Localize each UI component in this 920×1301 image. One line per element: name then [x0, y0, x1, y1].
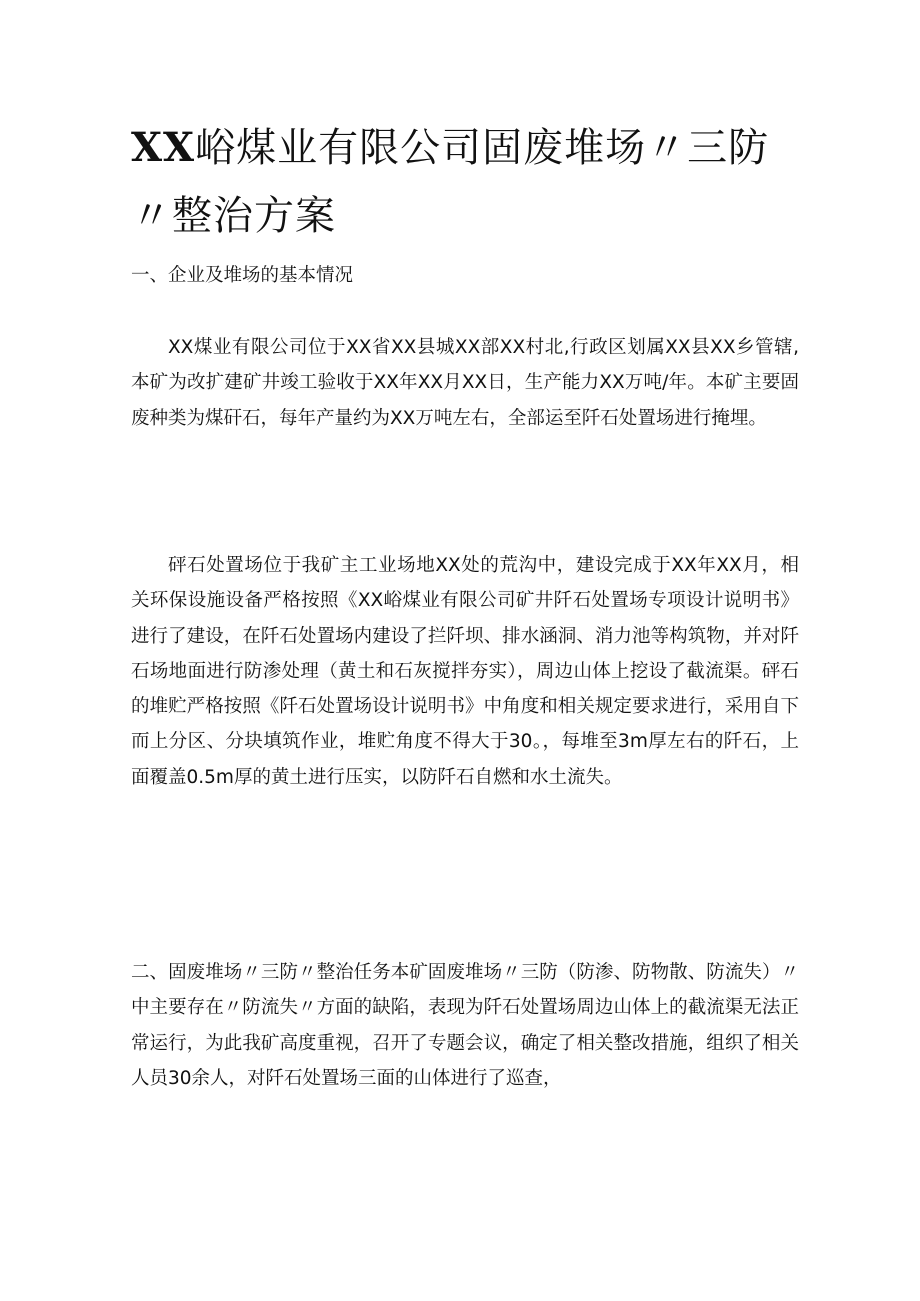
paragraph-company-info: XX煤业有限公司位于XX省XX县城XX部XX村北,行政区划属XX县XX乡管辖,本矿为改扩建矿井竣工验收于XX年XX月XX日，生产能力XX万吨/年。本矿主要固废种类为煤矸石，每年产量约为XX万吨左右，全部运至阡石处置场进行掩埋。 — [131, 337, 799, 429]
paragraph-rectification-task: 二、固废堆场〃三防〃整治任务本矿固废堆场〃三防（防渗、防物散、防流失）〃中主要存在〃防流失〃方面的缺陷，表现为阡石处置场周边山体上的截流渠无法正常运行，为此我矿高度重视，召开了专题会议，确定了相关整改措施，组织了相关人员30余人，对阡石处置场三面的山体进行了巡查， — [131, 962, 799, 1089]
document-title — [131, 114, 771, 250]
paragraph-disposal-site: 砰石处置场位于我矿主工业场地XX处的荒沟中，建设完成于XX年XX月，相关环保设施设备严格按照《XX峪煤业有限公司矿井阡石处置场专项设计说明书》进行了建设，在阡石处置场内建设了拦阡坝、排水涵洞、消力池等构筑物，并对阡石场地面进行防渗处理（黄土和石灰搅拌夯实），周边山体上挖设了截流渠。砰石的堆贮严格按照《阡石处置场设计说明书》中角度和相关规定要求进行，采用自下而上分区、分块填筑作业，堆贮角度不得大于30。，每堆至3m厚左右的阡石，上面覆盖0.5m厚的黄土进行压实，以防阡石自燃和水土流失。 — [131, 555, 799, 788]
title-text: 峪煤业有限公司固废堆场〃三防〃整治方案 — [131, 125, 770, 239]
section-heading-1: 一、企业及堆场的基本情况 — [131, 265, 354, 286]
title-prefix: XX — [131, 124, 196, 171]
